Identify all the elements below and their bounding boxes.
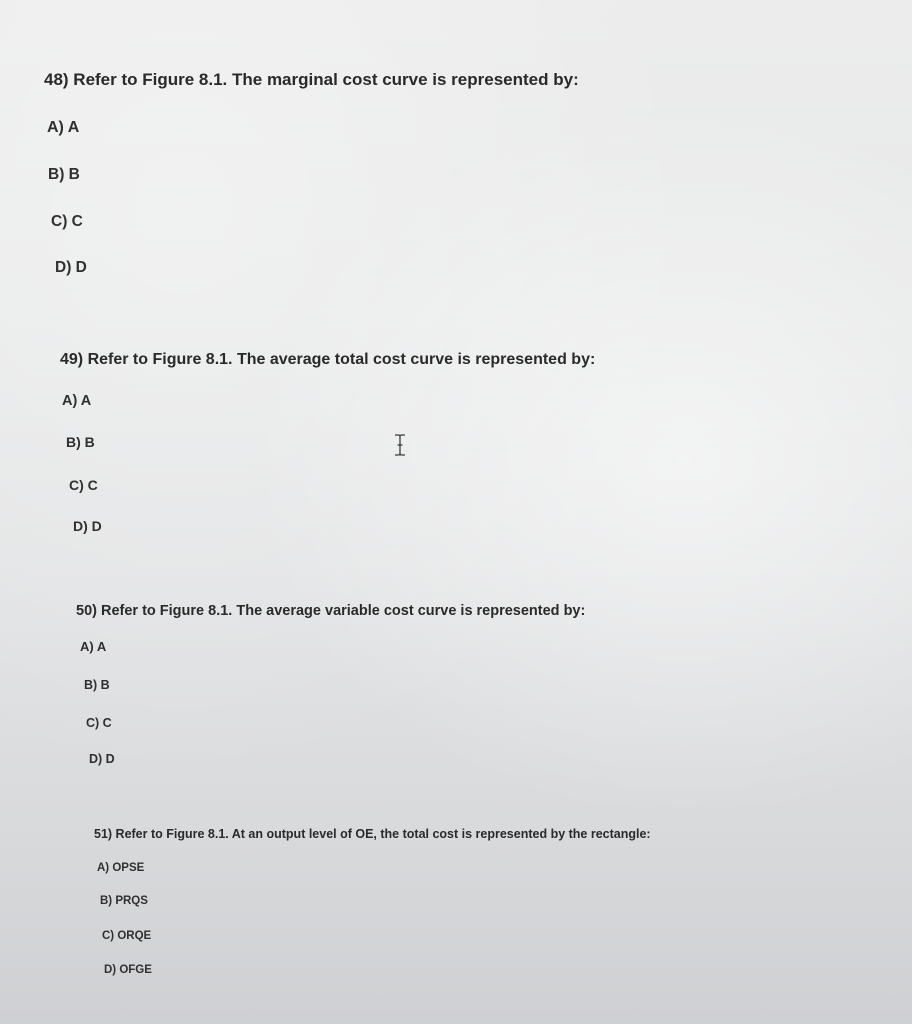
question-text: 50) Refer to Figure 8.1. The average variable cost curve is represented by: <box>76 603 586 619</box>
option-c[interactable]: C) ORQE <box>102 930 152 942</box>
option-d[interactable]: D) D <box>89 752 115 766</box>
question-text: 51) Refer to Figure 8.1. At an output level of OE, the total cost is represented by the rectangle: <box>94 827 651 841</box>
text-cursor-icon <box>393 434 407 456</box>
option-d[interactable]: D) D <box>55 259 87 276</box>
option-b[interactable]: B) B <box>48 166 80 183</box>
option-c[interactable]: C) C <box>69 477 98 493</box>
option-d[interactable]: D) D <box>73 518 102 534</box>
option-b[interactable]: B) B <box>66 434 95 450</box>
option-b[interactable]: B) PRQS <box>100 895 148 907</box>
option-b[interactable]: B) B <box>84 678 110 692</box>
option-a[interactable]: A) OPSE <box>97 862 145 874</box>
question-text: 49) Refer to Figure 8.1. The average total cost curve is represented by: <box>60 351 596 368</box>
option-a[interactable]: A) A <box>80 639 107 654</box>
option-a[interactable]: A) A <box>47 119 80 136</box>
question-text: 48) Refer to Figure 8.1. The marginal cost curve is represented by: <box>44 70 579 89</box>
option-c[interactable]: C) C <box>51 213 83 230</box>
option-a[interactable]: A) A <box>62 393 92 409</box>
option-c[interactable]: C) C <box>86 716 112 730</box>
option-d[interactable]: D) OFGE <box>104 964 152 976</box>
